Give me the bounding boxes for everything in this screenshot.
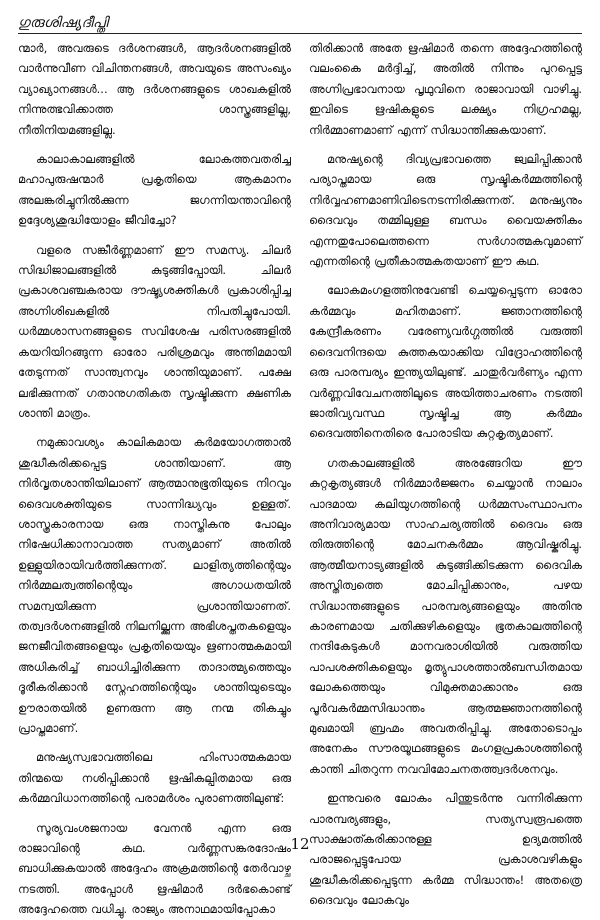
paragraph: ഇന്നുവരെ ലോകം പിന്തുടർന്നു വന്നിരിക്കുന്ന പാരമ്പര്യങ്ങളും, സത്യസ്വരൂപത്തെ സാക്ഷാത്കരിക്കാനുള്ള ഉദ്യമത്തിൽ പരാജപ്പെട്ടുപോയ പ്രകാശവഴികളും ശുദ്ധീകരിക്കപ്പെടുന്ന കർമ്മ സിദ്ധാന്തം! അതത്രെ ദൈവവും ലോകവും xyxy=(309,791,582,908)
paragraph: മനുഷ്യന്റെ ദിവ്യപ്രഭാവത്തെ ജ്വലിപ്പിക്കാൻ പര്യാപ്തമായ ഒരു സൃഷ്ടികർമ്മത്തിന്റെ നിർവ്വഹണമാണിവിടെനടന്നിരിക്കുന്നത്. മനുഷ്യനും ദൈവവും തമ്മിലുള്ള ബന്ധം വൈയക്തികം എന്നതുപോലെത്തന്നെ സർഗാത്മകവുമാണ് എന്നതിന്റെ പ്രതീകാത്മകതയാണ് ഈ കഥ. xyxy=(309,152,582,269)
paragraph: ലോകമംഗളത്തിനുവേണ്ടി ചെയ്യപ്പെടുന്ന ഓരോ കർമ്മവും മഹിതമാണ്. ജ്ഞാനത്തിന്റെ കേന്ദ്രീകരണം വരേണ്യവർഗ്ഗത്തിൽ വരുത്തി ദൈവനിന്ദയെ കുത്തകയാക്കിയ വിദ്രോഹത്തിന്റെ ഒരു പാരമ്പര്യം ഇന്ത്യയിലുണ്ട്. ചാതുർവർണ്യം എന്ന വർണ്ണവിവേചനത്തിലൂടെ അയിത്താചരണം നടത്തി ജാതിവ്യവസ്ഥ സൃഷ്ടിച്ച ആ കർമ്മം ദൈവത്തിനെതിരെ പോരാടിയ കുറ്റകൃത്യമാണ്. xyxy=(309,283,582,441)
left-column xyxy=(18,38,291,917)
paragraph: ഗതകാലങ്ങളിൽ അരങ്ങേറിയ ഈ കുറ്റകൃത്യങ്ങൾ നിർമ്മാർജ്ജനം ചെയ്യാൻ നാലാം പാദമായ കലിയുഗത്തിന്റെ ധർമ്മസംസ്ഥാപനം അനിവാര്യമായ സാഹചര്യത്തിൽ ദൈവം ഒരു തിരുത്തിന്റെ മോചനകർമ്മം ആവിഷ്കരിച്ചു. ആത്മീയനാട്യങ്ങളിൽ കുടുങ്ങിക്കിടക്കുന്ന ദൈവിക അസ്തിത്വത്തെ മോചിപ്പിക്കാനും, പഴയ സിദ്ധാന്തങ്ങളുടെ പാരമ്പര്യങ്ങളെയും അതിനു കാരണമായ ചതിക്കുഴികളെയും ഭൂതകാലത്തിന്റെ നന്ദികേടുകൾ മാനവരാശിയിൽ വരുത്തിയ പാപശക്തികളെയും മൃത്യുപാശത്താൽബന്ധിതമായ ലോകത്തെയും വിമുക്തമാക്കാനും ഒരു പൂർവകർമ്മസിദ്ധാന്തം ആത്മജ്ഞാനത്തിന്റെ മുഖമായി ബ്രഹ്മം അവതരിപ്പിച്ചു. അതോടൊപ്പം അനേകം സൗരയൂഥങ്ങളുടെ മംഗളപ്രകാശത്തിന്റെ കാന്തി ചിതറുന്ന നവവിമോചനതത്ത്വദർശനവും. xyxy=(309,455,582,776)
book-title: ഗുരുശിഷ്യദീപ്തി xyxy=(18,15,109,31)
paragraph: സൂര്യവംശജനായ വേനൻ എന്ന ഒരു രാജാവിന്റെ കഥ. വർണ്ണസങ്കരദോഷം ബാധിക്കുകയാൽ അദ്ദേഹം അക്രമത്തിന്റെ തേർവാഴ്ച നടത്തി. അപ്പോൾ ഋഷിമാർ ദർഭകൊണ്ട് അദ്ദേഹത്തെ വധിച്ചു. രാജ്യം അനാഥമായിപ്പോകാ xyxy=(18,820,291,917)
paragraph: കാലാകാലങ്ങളിൽ ലോകത്തവതരിച്ച മഹാപുരുഷന്മാർ പ്രകൃതിയെ ആകമാനം അലങ്കരിച്ചുനിൽക്കുന്ന ജഗന്നിയന്താവിന്റെ ഉദ്ദേശ്യശുദ്ധിയോളം ജീവിച്ചോ? xyxy=(18,152,291,228)
paragraph: തിരിക്കാൻ അതേ ഋഷിമാർ തന്നെ അദ്ദേഹത്തിന്റെ വലംകൈ മർദ്ദിച്ച്, അതിൽ നിന്നും പുറപ്പെട്ട അഗ്നിപ്രഭാവനായ പൃഥുവിനെ രാജാവായി വാഴിച്ചു. ഇവിടെ ഋഷികളുടെ ലക്ഷ്യം നിഗ്രഹമല്ല, നിർമ്മാണമാണ് എന്ന് സിദ്ധാന്തിക്കുകയാണ്. xyxy=(309,41,582,137)
running-header xyxy=(18,12,582,34)
paragraph: വളരെ സങ്കീർണ്ണമാണ് ഈ സമസ്യ. ചിലർ സിദ്ധിജാലങ്ങളിൽ കുടുങ്ങിപ്പോയി. ചിലർ പ്രകാശവഞ്ചകരായ ദൗഷ്ട്യശക്തികൾ പ്രകാശിപ്പിച്ച അഗ്നിശിഖകളിൽ നിപതിച്ചുപോയി. ധർമ്മശാസനങ്ങളുടെ സവിശേഷ പരിസരങ്ങളിൽ കയറിയിറങ്ങുന്ന ഓരോ പരിശ്രമവും അന്തിമമായി തേടുന്നത് സാന്ത്വനവും ശാന്തിയുമാണ്. പക്ഷേ ലഭിക്കുന്നത് ഗതാനുഗതികത സൃഷ്ടിക്കുന്ന ക്ഷണിക ശാന്തി മാത്രം. xyxy=(18,242,291,420)
paragraph: മനുഷ്യസ്വഭാവത്തിലെ ഹിംസാത്മകമായ തിന്മയെ നശിപ്പിക്കാൻ ഋഷികല്പിതമായ ഒരു കർമ്മവിധാനത്തിന്റെ പരാമർശം പുരാണത്തിലുണ്ട്: xyxy=(18,750,291,806)
right-column xyxy=(309,38,582,908)
page-number: 12 xyxy=(290,835,310,853)
paragraph: നമുക്കാവശ്യം കാലികമായ കർമയോഗത്താൽ ശുദ്ധീകരിക്കപ്പെട്ട ശാന്തിയാണ്. ആ നിർവൃതശാന്തിയിലാണ് ആത്മാനുഭൂതിയുടെ നിറവും ദൈവശക്തിയുടെ സാന്നിദ്ധ്യവും ഉള്ളത്. ശാസ്ത്രകാരനായ ഒരു നാസ്തികനു പോലും നിഷേധിക്കാനാവാത്ത സത്യമാണ് അതിൽ ഉള്ളുയിരായിവർത്തിക്കുന്നത്. ലാളിത്യത്തിന്റെയും നിർമ്മലത്വത്തിന്റെയും അഗാധതയിൽ സമന്വയിക്കുന്ന പ്രശാന്തിയാണത്. തത്വദർശനങ്ങളിൽ നിലനില്ക്കുന്ന അഭിശപ്തതകളെയും ജനജീവിതങ്ങളെയും പ്രകൃതിയെയും ഋണാത്മകമായി അധികരിച്ച് ബാധിച്ചിരിക്കുന്ന താദാത്മ്യത്തെയും ദൂരീകരിക്കാൻ സ്നേഹത്തിന്റെയും ശാന്തിയുടെയും ഊരാതയിൽ ഉണരുന്ന ആ നന്മ തികച്ചും പ്രാപ്തമാണ്. xyxy=(18,435,291,735)
paragraph: ന്മാർ, അവരുടെ ദർശനങ്ങൾ, ആദർശനങ്ങളിൽ വാർന്നുവീണ വിചിന്തനങ്ങൾ, അവയുടെ അസംഖ്യം വ്യാഖ്യാനങ്ങൾ... ആ ദർശനങ്ങളുടെ ശാഖകളിൽ നിന്നുത്ഭവിക്കാത്ത ശാസ്ത്രങ്ങളില്ല, നീതിനിയമങ്ങളില്ല. xyxy=(18,41,291,137)
